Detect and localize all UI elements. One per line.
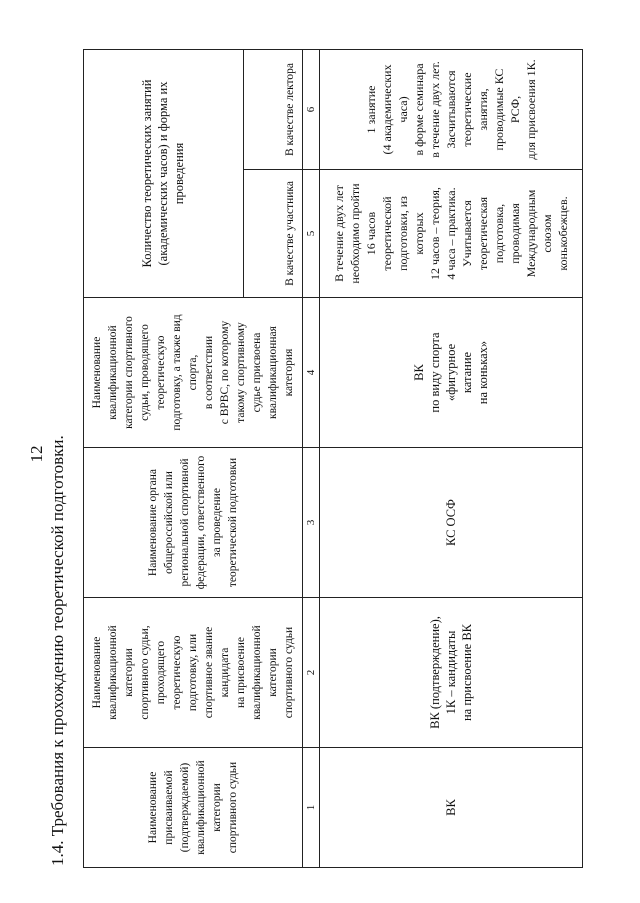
cell-lecturer-hours: 1 занятие (4 академических часа) в форме семинара в течение двух лет. Засчитываются теоретические занятия, проводимые КС РСФ, для присвоения 1К. xyxy=(320,50,583,170)
header-row-top xyxy=(84,50,244,868)
header-col-5: В качестве участника xyxy=(243,170,303,298)
cell-lecturer-category: ВК по виду спорта «фигурное катание на коньках» xyxy=(320,298,583,448)
cell-participant-hours: В течение двух лет необходимо пройти 16 часов теоретической подготовки, из которых 12 часов – теория, 4 часа – практика. Учитывается теоретическая подготовка, проводимая Международным союзом конькобежцев. xyxy=(320,170,583,298)
section-heading: 1.4. Требования к прохождению теоретической подготовки. xyxy=(48,435,67,866)
cell-category: ВК xyxy=(320,748,583,868)
cell-candidate: ВК (подтверждение), 1К – кандидаты на присвоение ВК xyxy=(320,598,583,748)
cell-federation: КС ОСФ xyxy=(320,448,583,598)
rotated-sheet xyxy=(37,16,603,886)
col-number-5: 5 xyxy=(303,170,320,298)
header-col-4: Наименование квалификационной категории спортивного судьи, проводящего теоретическую подготовку, а также вид спорта, в соответствии с ВРВС, по которому такому спортивному судье присвоена квалификационная категория xyxy=(84,298,303,448)
col-number-3: 3 xyxy=(303,448,320,598)
col-number-4: 4 xyxy=(303,298,320,448)
col-number-1: 1 xyxy=(303,748,320,868)
header-col-3: Наименование органа общероссийской или региональной спортивной федерации, ответственного за проведение теоретической подготовки xyxy=(84,448,303,598)
header-col-2: Наименование квалификационной категории спортивного судьи, проходящего теоретическую подготовку, или спортивное звание кандидата на присвоение квалификационной категории спортивного судьи xyxy=(84,598,303,748)
header-col-5-6: Количество теоретических занятий (академических часов) и форма их проведения xyxy=(84,50,244,298)
header-col-1: Наименование присваиваемой (подтверждаемой) квалификационной категории спортивного судьи xyxy=(84,748,303,868)
page-number: 12 xyxy=(27,445,46,463)
requirements-table xyxy=(83,49,583,868)
table-row xyxy=(320,50,583,868)
number-row xyxy=(303,50,320,868)
col-number-2: 2 xyxy=(303,598,320,748)
col-number-6: 6 xyxy=(303,50,320,170)
header-col-6: В качестве лектора xyxy=(243,50,303,170)
